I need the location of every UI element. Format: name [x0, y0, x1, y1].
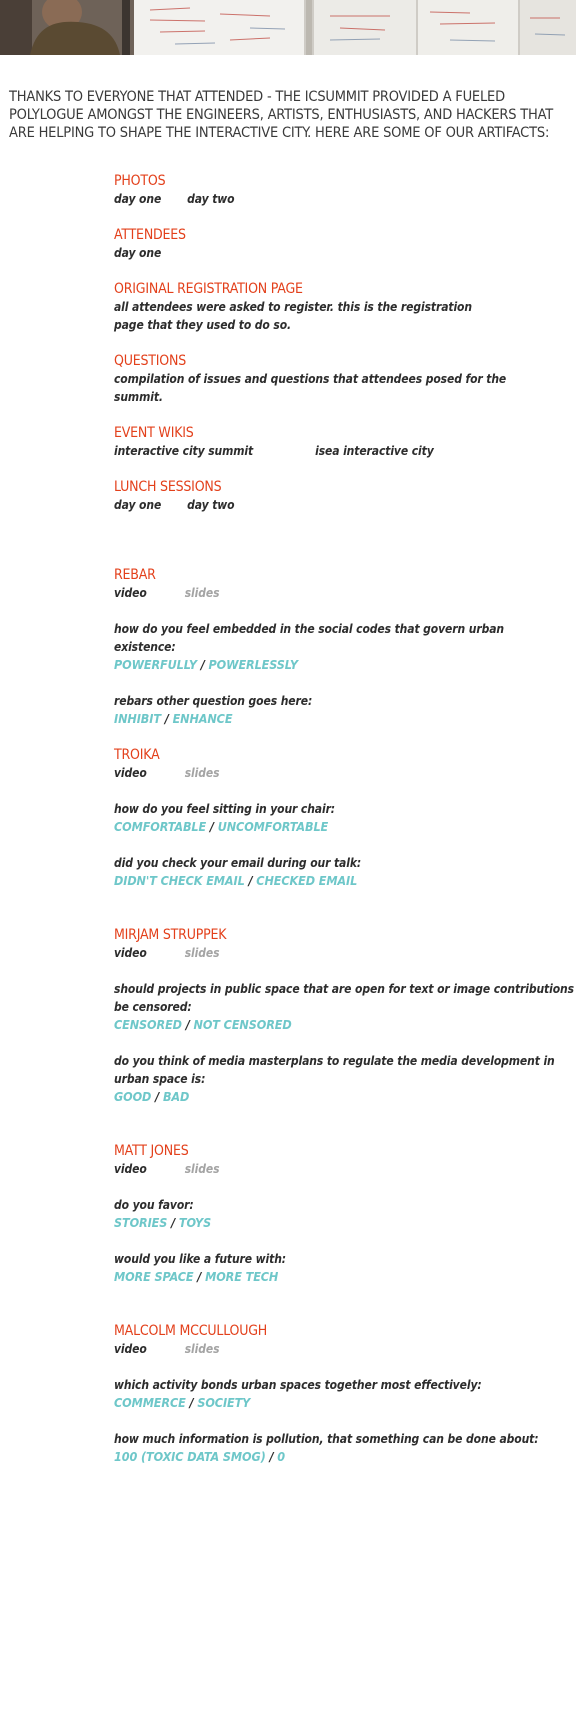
event-wikis-heading: EVENT WIKIS [114, 425, 194, 441]
answer-good-link[interactable]: GOOD [114, 1089, 152, 1104]
answer-society-link[interactable]: SOCIETY [197, 1395, 251, 1410]
answer-more-space-link[interactable]: MORE SPACE [114, 1269, 194, 1284]
video-link[interactable]: video [114, 1162, 147, 1176]
slides-link[interactable]: slides [184, 1162, 220, 1176]
questions-heading[interactable]: QUESTIONS [114, 353, 187, 369]
photos-day-two-link[interactable]: day two [187, 192, 235, 206]
speaker-name: REBAR [114, 567, 156, 583]
wiki-interactive-city-summit-link[interactable]: interactive city summit [114, 444, 254, 458]
section-lunch-sessions [114, 478, 554, 514]
lunch-day-two-link[interactable]: day two [187, 498, 235, 512]
registration-desc-line1: all attendees were asked to register. this is the registration [114, 300, 472, 314]
answer-more-tech-link[interactable]: MORE TECH [205, 1269, 279, 1284]
speaker-malcolm-mccullough [114, 1322, 554, 1466]
section-attendees [114, 226, 554, 262]
speaker-troika [114, 746, 554, 890]
answer-censored-link[interactable]: CENSORED [114, 1017, 182, 1032]
speaker-name: MALCOLM MCCULLOUGH [114, 1323, 268, 1339]
question-2: how much information is pollution, that something can be done about: [114, 1432, 539, 1446]
questions-desc-line1: compilation of issues and questions that attendees posed for the [114, 372, 507, 386]
registration-desc-line2: page that they used to do so. [114, 318, 292, 332]
video-link[interactable]: video [114, 946, 147, 960]
lunch-day-one-link[interactable]: day one [114, 498, 162, 512]
photos-heading: PHOTOS [114, 173, 166, 189]
speaker-mirjam-struppek [114, 926, 574, 1106]
answer-inhibit-link[interactable]: INHIBIT [114, 711, 161, 726]
question-2-line-2: urban space is: [114, 1072, 206, 1086]
answer-separator: / [185, 1017, 190, 1032]
section-questions [114, 352, 554, 406]
answer-separator: / [248, 873, 253, 888]
answer-toys-link[interactable]: TOYS [178, 1215, 212, 1230]
question-1: which activity bonds urban spaces together most effectively: [114, 1378, 482, 1392]
intro-text: THANKS TO EVERYONE THAT ATTENDED - THE ICSUMMIT PROVIDED A FUELED POLYLOGUE AMONGST THE ENGINEERS, ARTISTS, ENTHUSIASTS, AND HACKERS THAT ARE HELPING TO SHAPE THE INTERACTIVE CITY. HERE ARE SOME OF OUR ARTIFACTS: [9, 89, 554, 141]
question-1: do you favor: [114, 1198, 194, 1212]
question-1-line-2: be censored: [114, 1000, 192, 1014]
video-link[interactable]: video [114, 766, 147, 780]
question-1: how do you feel embedded in the social codes that govern urban existence: [114, 622, 504, 654]
attendees-day-one-link[interactable]: day one [114, 246, 162, 260]
answer-powerfully-link[interactable]: POWERFULLY [114, 657, 197, 672]
slides-link[interactable]: slides [184, 946, 220, 960]
header-photo [0, 0, 576, 55]
lunch-sessions-heading: LUNCH SESSIONS [114, 479, 222, 495]
answer-separator: / [189, 1395, 194, 1410]
answer-commerce-link[interactable]: COMMERCE [114, 1395, 186, 1410]
answer-separator: / [269, 1449, 274, 1464]
answer-bad-link[interactable]: BAD [162, 1089, 190, 1104]
answer-separator: / [200, 657, 205, 672]
section-registration [114, 280, 554, 334]
answer-separator: / [164, 711, 169, 726]
answer-separator: / [155, 1089, 160, 1104]
speaker-matt-jones [114, 1142, 554, 1286]
slides-link[interactable]: slides [184, 586, 220, 600]
section-event-wikis [114, 424, 554, 460]
registration-heading[interactable]: ORIGINAL REGISTRATION PAGE [114, 281, 303, 297]
answer-separator: / [197, 1269, 202, 1284]
section-photos [114, 172, 554, 208]
answer-checked-email-link[interactable]: CHECKED EMAIL [256, 873, 358, 888]
question-2: did you check your email during our talk: [114, 856, 362, 870]
question-2: would you like a future with: [114, 1252, 286, 1266]
answer-enhance-link[interactable]: ENHANCE [172, 711, 233, 726]
answer-powerlessly-link[interactable]: POWERLESSLY [208, 657, 298, 672]
answer-separator: / [171, 1215, 176, 1230]
speaker-rebar [114, 566, 554, 728]
question-1: how do you feel sitting in your chair: [114, 802, 336, 816]
attendees-heading: ATTENDEES [114, 227, 186, 243]
wiki-isea-interactive-city-link[interactable]: isea interactive city [315, 444, 434, 458]
speaker-name: TROIKA [114, 747, 160, 763]
slides-link[interactable]: slides [184, 766, 220, 780]
answer-100-toxic-data-smog-link[interactable]: 100 (TOXIC DATA SMOG) [114, 1449, 266, 1464]
slides-link[interactable]: slides [184, 1342, 220, 1356]
answer-separator: / [209, 819, 214, 834]
question-1-line-1: should projects in public space that are open for text or image contributions [114, 982, 574, 996]
photos-day-one-link[interactable]: day one [114, 192, 162, 206]
speaker-name: MATT JONES [114, 1143, 189, 1159]
video-link[interactable]: video [114, 586, 147, 600]
question-2: rebars other question goes here: [114, 694, 313, 708]
answer-comfortable-link[interactable]: COMFORTABLE [114, 819, 207, 834]
answer-not-censored-link[interactable]: NOT CENSORED [193, 1017, 292, 1032]
speaker-name: MIRJAM STRUPPEK [114, 927, 227, 943]
answer-0-link[interactable]: 0 [277, 1449, 285, 1464]
question-2-line-1: do you think of media masterplans to regulate the media development in [114, 1054, 555, 1068]
answer-stories-link[interactable]: STORIES [114, 1215, 168, 1230]
video-link[interactable]: video [114, 1342, 147, 1356]
questions-desc-line2: summit. [114, 390, 163, 404]
answer-didnt-check-email-link[interactable]: DIDN'T CHECK EMAIL [114, 873, 245, 888]
answer-uncomfortable-link[interactable]: UNCOMFORTABLE [217, 819, 329, 834]
